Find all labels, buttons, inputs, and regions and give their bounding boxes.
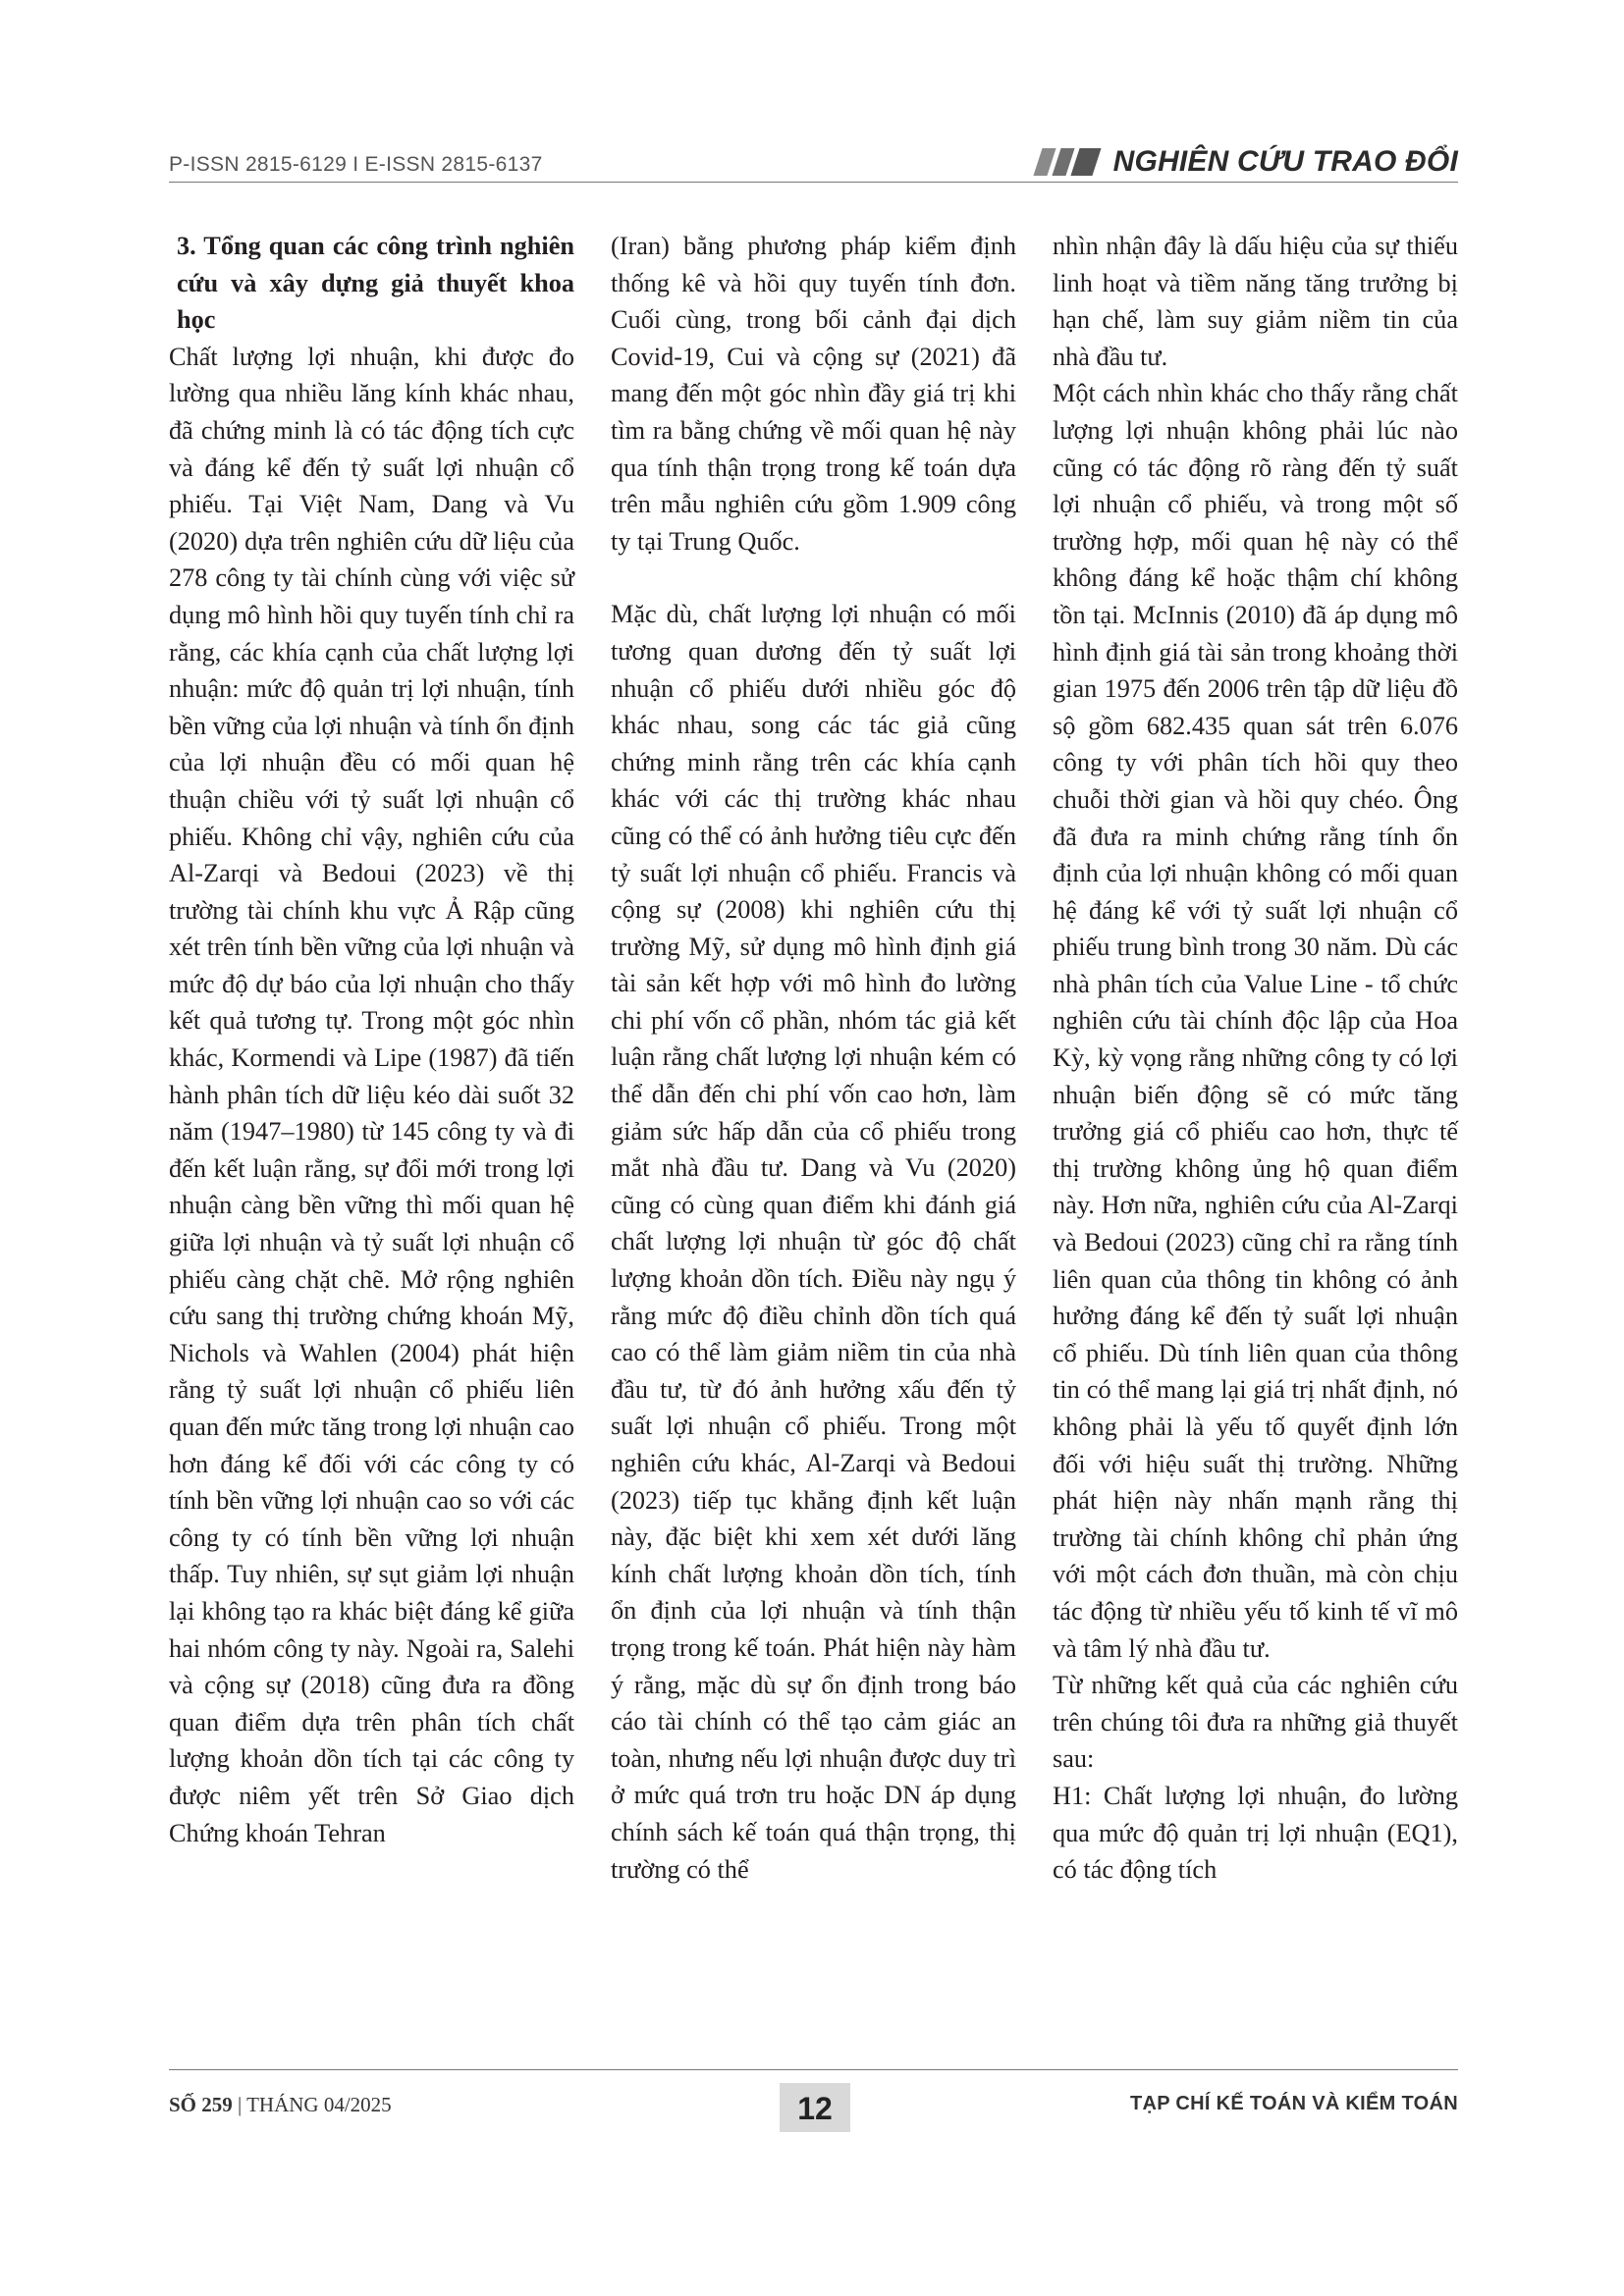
paragraph: Mặc dù, chất lượng lợi nhuận có mối tương quan dương đến tỷ suất lợi nhuận cổ phiếu dưới nhiều góc độ khác nhau, song các tác giả cũng chứng minh rằng trên các khía cạnh khác với các thị trường khác nhau cũng có thể có ảnh hưởng tiêu cực đến tỷ suất lợi nhuận cổ phiếu. Francis và cộng sự (2008) khi nghiên cứu thị trường Mỹ, sử dụng mô hình định giá tài sản kết hợp với mô hình đo lường chi phí vốn cổ phần, nhóm tác giả kết luận rằng chất lượng lợi nhuận kém có thể dẫn đến chi phí vốn cao hơn, làm giảm sức hấp dẫn của cổ phiếu trong mắt nhà đầu tư. Dang và Vu (2020) cũng có cùng quan điểm khi đánh giá chất lượng lợi nhuận từ góc độ chất lượng khoản dồn tích. Điều này ngụ ý rằng mức độ điều chỉnh dồn tích quá cao có thể làm giảm niềm tin của nhà đầu tư, từ đó ảnh hưởng xấu đến tỷ suất lợi nhuận cổ phiếu. Trong một nghiên cứu khác, Al-Zarqi và Bedoui (2023) tiếp tục khẳng định kết luận này, đặc biệt khi xem xét dưới lăng kính chất lượng khoản dồn tích, tính ổn định của lợi nhuận và tính thận trọng trong kế toán. Phát hiện này hàm ý rằng, mặc dù sự ổn định trong báo cáo tài chính có thể tạo cảm giác an toàn, nhưng nếu lợi nhuận được duy trì ở mức quá trơn tru hoặc DN áp dụng chính sách kế toán quá thận trọng, thị trường có thể — [611, 600, 1016, 1884]
article-body — [169, 228, 1458, 2024]
journal-name: TẠP CHÍ KẾ TOÁN VÀ KIỂM TOÁN — [1130, 2093, 1458, 2114]
issue-month: | THÁNG 04/2025 — [232, 2093, 392, 2116]
page-footer — [169, 2083, 1458, 2132]
paragraph: Từ những kết quả của các nghiên cứu trên chúng tôi đưa ra những giả thuyết sau: — [1053, 1671, 1458, 1774]
paragraph: (Iran) bằng phương pháp kiểm định thống kê và hồi quy tuyến tính đơn. Cuối cùng, trong bối cảnh đại dịch Covid-19, Cui và cộng sự (2021) đã mang đến một góc nhìn đầy giá trị khi tìm ra bằng chứng về mối quan hệ này qua tính thận trọng trong kế toán dựa trên mẫu nghiên cứu gồm 1.909 công ty tại Trung Quốc. — [611, 232, 1016, 556]
section-tag — [1038, 145, 1458, 179]
issue-info — [169, 2093, 392, 2117]
header-divider — [169, 182, 1458, 183]
column-left — [169, 228, 574, 2024]
issn-label: P-ISSN 2815-6129 I E-ISSN 2815-6137 — [169, 153, 543, 176]
section-heading: 3. Tổng quan các công trình nghiên cứu và xây dựng giả thuyết khoa học — [177, 232, 574, 335]
column-right — [1053, 228, 1458, 2024]
section-title: NGHIÊN CỨU TRAO ĐỔI — [1112, 145, 1458, 178]
issue-number: SỐ 259 — [169, 2093, 233, 2116]
column-middle — [611, 228, 1016, 2024]
footer-divider — [169, 2069, 1458, 2070]
section-bars-icon — [1038, 148, 1102, 176]
page-number: 12 — [780, 2083, 850, 2132]
hypothesis-paragraph: H1: Chất lượng lợi nhuận, đo lường qua mức độ quản trị lợi nhuận (EQ1), có tác động tích — [1053, 1781, 1458, 1885]
page-header — [169, 145, 1458, 194]
paragraph: Chất lượng lợi nhuận, khi được đo lường qua nhiều lăng kính khác nhau, đã chứng minh là có tác động tích cực và đáng kể đến tỷ suất lợi nhuận cổ phiếu. Tại Việt Nam, Dang và Vu (2020) dựa trên nghiên cứu dữ liệu của 278 công ty tài chính cùng với việc sử dụng mô hình hồi quy tuyến tính chỉ ra rằng, các khía cạnh của chất lượng lợi nhuận: mức độ quản trị lợi nhuận, tính bền vững của lợi nhuận và tính ổn định của lợi nhuận đều có mối quan hệ thuận chiều với tỷ suất lợi nhuận cổ phiếu. Không chỉ vậy, nghiên cứu của Al-Zarqi và Bedoui (2023) về thị trường tài chính khu vực Ả Rập cũng xét trên tính bền vững của lợi nhuận và mức độ dự báo của lợi nhuận cho thấy kết quả tương tự. Trong một góc nhìn khác, Kormendi và Lipe (1987) đã tiến hành phân tích dữ liệu kéo dài suốt 32 năm (1947–1980) từ 145 công ty và đi đến kết luận rằng, sự đổi mới trong lợi nhuận càng bền vững thì mối quan hệ giữa lợi nhuận và tỷ suất lợi nhuận cổ phiếu càng chặt chẽ. Mở rộng nghiên cứu sang thị trường chứng khoán Mỹ, Nichols và Wahlen (2004) phát hiện rằng tỷ suất lợi nhuận cổ phiếu liên quan đến mức tăng trong lợi nhuận cao hơn đáng kể đối với các công ty có tính bền vững lợi nhuận cao so với các công ty có tính bền vững lợi nhuận thấp. Tuy nhiên, sự sụt giảm lợi nhuận lại không tạo ra khác biệt đáng kể giữa hai nhóm công ty này. Ngoài ra, Salehi và cộng sự (2018) cũng đưa ra đồng quan điểm dựa trên phân tích chất lượng khoản dồn tích tại các công ty được niêm yết trên Sở Giao dịch Chứng khoán Tehran — [169, 342, 574, 1847]
paragraph: nhìn nhận đây là dấu hiệu của sự thiếu linh hoạt và tiềm năng tăng trưởng bị hạn chế, làm suy giảm niềm tin của nhà đầu tư. — [1053, 232, 1458, 371]
paragraph: Một cách nhìn khác cho thấy rằng chất lượng lợi nhuận không phải lúc nào cũng có tác động rõ ràng đến tỷ suất lợi nhuận cổ phiếu, và trong một số trường hợp, mối quan hệ này có thể không đáng kể hoặc thậm chí không tồn tại. McInnis (2010) đã áp dụng mô hình định giá tài sản trong khoảng thời gian 1975 đến 2006 trên tập dữ liệu đồ sộ gồm 682.435 quan sát trên 6.076 công ty với phân tích hồi quy theo chuỗi thời gian và hồi quy chéo. Ông đã đưa ra minh chứng rằng tính ổn định của lợi nhuận không có mối quan hệ đáng kể với tỷ suất lợi nhuận cổ phiếu trung bình trong 30 năm. Dù các nhà phân tích của Value Line - tổ chức nghiên cứu tài chính độc lập của Hoa Kỳ, kỳ vọng rằng những công ty có lợi nhuận biến động sẽ có mức tăng trưởng giá cổ phiếu cao hơn, thực tế thị trường không ủng hộ quan điểm này. Hơn nữa, nghiên cứu của Al-Zarqi và Bedoui (2023) cũng chỉ ra rằng tính liên quan của thông tin không có ảnh hưởng đáng kể đến tỷ suất lợi nhuận cổ phiếu. Dù tính liên quan của thông tin có thể mang lại giá trị nhất định, nó không phải là yếu tố quyết định lớn đối với hiệu suất thị trường. Những phát hiện này nhấn mạnh rằng thị trường tài chính không chỉ phản ứng với một cách đơn thuần, mà còn chịu tác động từ nhiều yếu tố kinh tế vĩ mô và tâm lý nhà đầu tư. — [1053, 379, 1458, 1663]
